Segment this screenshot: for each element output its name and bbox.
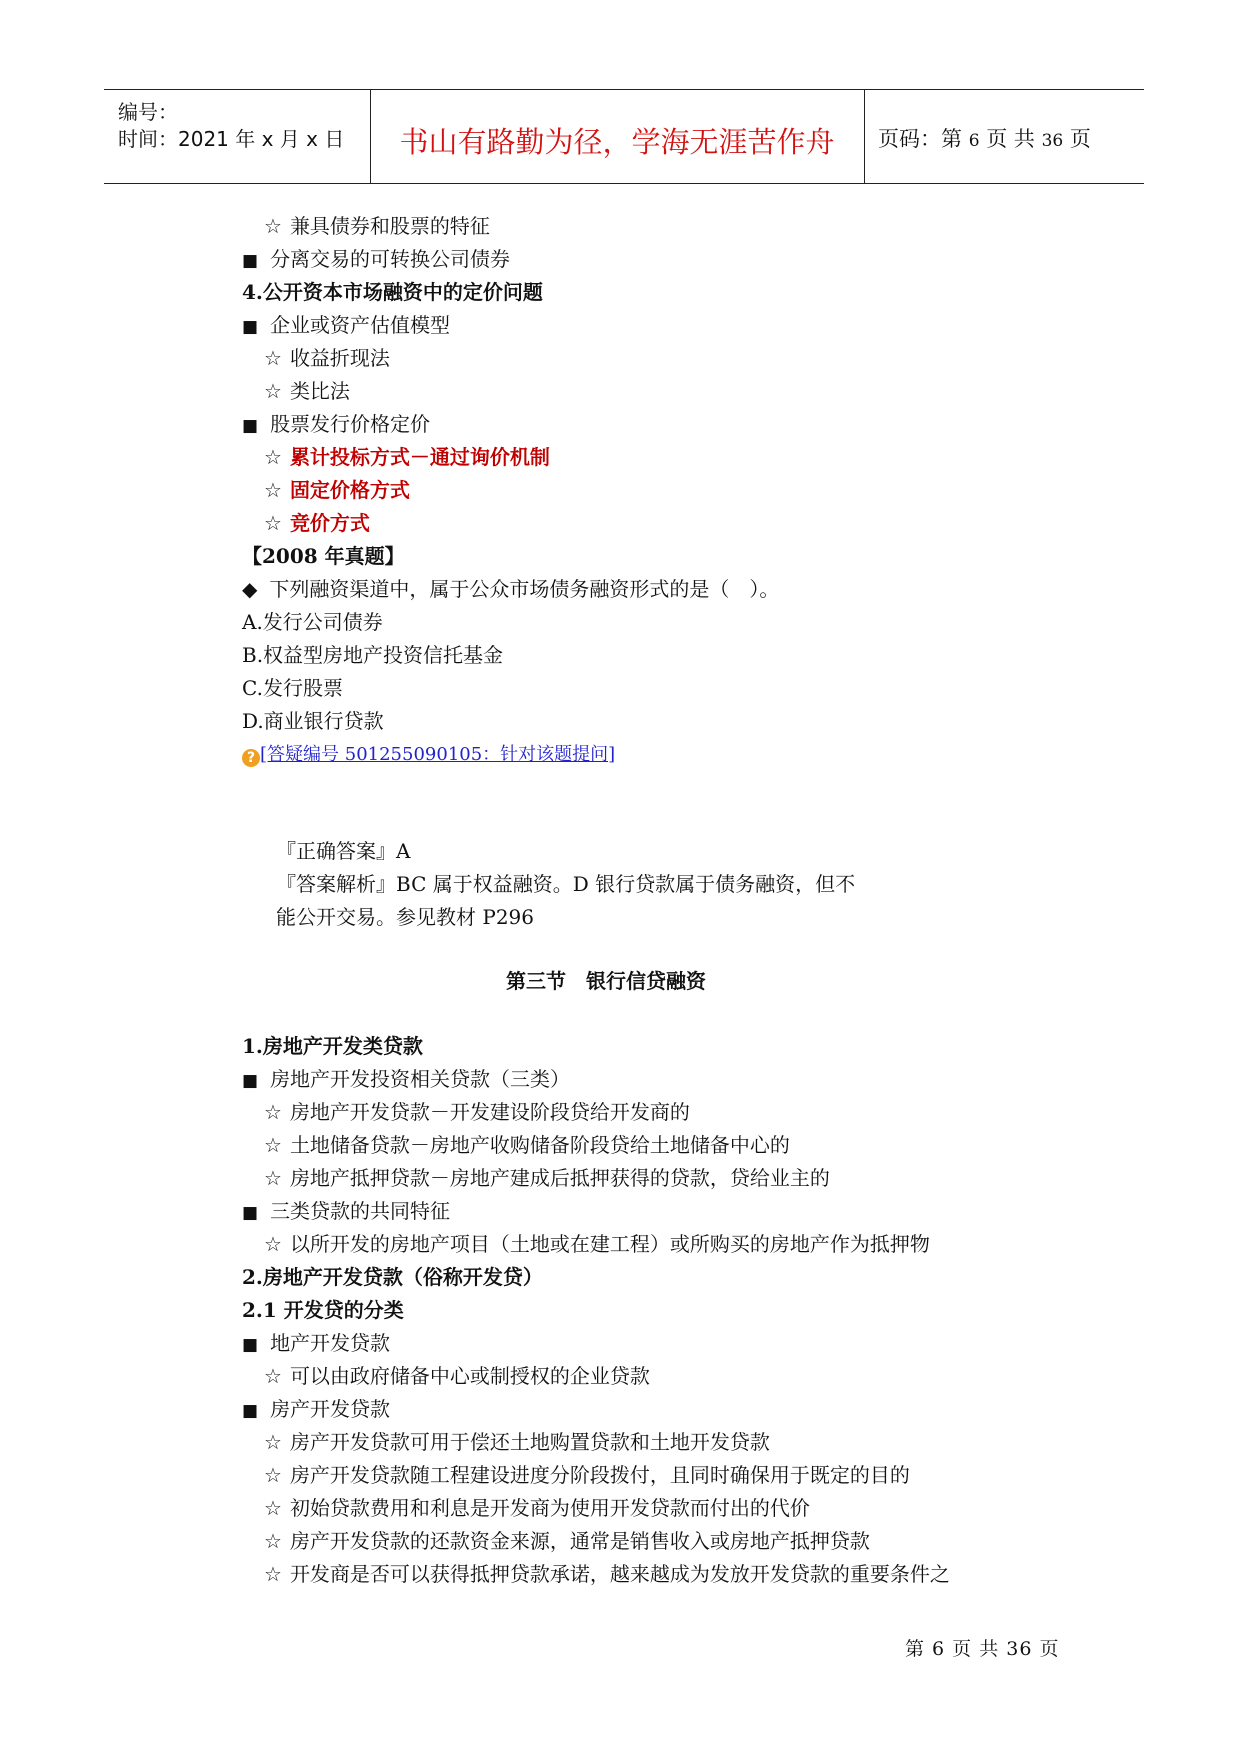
page-footer: 第 6 页 共 36 页 — [905, 1638, 1060, 1660]
star-icon: ☆ — [264, 1463, 282, 1487]
subsection-heading: 2.1 开发贷的分类 — [242, 1298, 404, 1322]
time-label: 时间：2021 年 x 月 x 日 — [118, 127, 345, 151]
list-item — [242, 1067, 570, 1093]
option-d: D.商业银行贷款 — [242, 709, 384, 733]
page-prefix: 页码：第 — [878, 127, 962, 151]
diamond-icon: ◆ — [242, 577, 258, 601]
item-text: 类比法 — [289, 379, 350, 403]
item-text: 可以由政府储备中心或制授权的企业贷款 — [289, 1364, 650, 1388]
bullet-icon: ■ — [242, 1071, 259, 1091]
item-text: 企业或资产估值模型 — [270, 313, 451, 337]
item-text: 股票发行价格定价 — [270, 412, 431, 436]
item-text-highlight: 累计投标方式－通过询价机制 — [289, 445, 550, 469]
question-link[interactable]: [答疑编号 501255090105：针对该题提问] — [260, 744, 616, 765]
question — [242, 577, 779, 601]
list-item — [264, 478, 410, 502]
section-heading: 4.公开资本市场融资中的定价问题 — [242, 280, 543, 304]
star-icon: ☆ — [264, 346, 282, 370]
item-text: 开发商是否可以获得抵押贷款承诺，越来越成为发放开发贷款的重要条件之 — [289, 1562, 950, 1586]
item-text: 收益折现法 — [289, 346, 390, 370]
header-middle-cell — [370, 90, 865, 183]
list-item — [242, 1331, 390, 1357]
list-item — [264, 1364, 650, 1388]
item-text: 房产开发贷款随工程建设进度分阶段拨付，且同时确保用于既定的目的 — [289, 1463, 910, 1487]
bullet-icon: ■ — [242, 1335, 259, 1355]
question-link-row — [242, 741, 615, 767]
page-mid: 页 共 — [986, 127, 1035, 151]
star-icon: ☆ — [264, 214, 282, 238]
star-icon: ☆ — [264, 1496, 282, 1520]
star-icon: ☆ — [264, 1364, 282, 1388]
item-text: 房产开发贷款 — [270, 1397, 391, 1421]
bullet-icon: ■ — [242, 317, 259, 337]
star-icon: ☆ — [264, 1562, 282, 1586]
answer-explanation-cont: 能公开交易。参见教材 P296 — [276, 905, 534, 929]
section-heading: 1.房地产开发类贷款 — [242, 1034, 423, 1058]
item-text: 房地产开发投资相关贷款（三类） — [270, 1067, 571, 1091]
bullet-icon: ■ — [242, 251, 259, 271]
question-icon: ? — [242, 749, 260, 767]
list-item — [264, 214, 490, 238]
list-item — [242, 313, 450, 339]
option-b: B.权益型房地产投资信托基金 — [242, 643, 504, 667]
star-icon: ☆ — [264, 445, 282, 469]
star-icon: ☆ — [264, 1430, 282, 1454]
list-item — [264, 1100, 690, 1124]
bullet-icon: ■ — [242, 416, 259, 436]
star-icon: ☆ — [264, 1529, 282, 1553]
section-heading: 2.房地产开发贷款（俗称开发贷） — [242, 1265, 543, 1289]
number-label: 编号： — [118, 100, 178, 124]
star-icon: ☆ — [264, 379, 282, 403]
page-current: 6 — [968, 131, 980, 151]
star-icon: ☆ — [264, 1232, 282, 1256]
star-icon: ☆ — [264, 511, 282, 535]
item-text: 三类贷款的共同特征 — [270, 1199, 451, 1223]
list-item — [242, 1397, 390, 1423]
page-total: 36 — [1041, 131, 1064, 151]
list-item — [264, 379, 350, 403]
list-item — [264, 445, 550, 469]
list-item — [242, 247, 510, 273]
page-suffix: 页 — [1069, 127, 1091, 151]
page-number-label — [878, 123, 1091, 153]
list-item — [264, 511, 370, 535]
star-icon: ☆ — [264, 1166, 282, 1190]
correct-answer: 『正确答案』A — [276, 839, 411, 863]
list-item — [264, 1496, 810, 1520]
header-left-cell — [104, 90, 371, 183]
list-item — [264, 1430, 770, 1454]
list-item — [264, 1529, 870, 1553]
option-c: C.发行股票 — [242, 676, 343, 700]
item-text: 地产开发贷款 — [270, 1331, 391, 1355]
list-item — [264, 1562, 950, 1586]
item-text: 初始贷款费用和利息是开发商为使用开发贷款而付出的代价 — [289, 1496, 810, 1520]
item-text: 房产开发贷款可用于偿还土地购置贷款和土地开发贷款 — [289, 1430, 770, 1454]
item-text: 土地储备贷款－房地产收购储备阶段贷给土地储备中心的 — [289, 1133, 790, 1157]
item-text: 房地产抵押贷款－房地产建成后抵押获得的贷款，贷给业主的 — [289, 1166, 830, 1190]
item-text-highlight: 固定价格方式 — [289, 478, 410, 502]
motto: 书山有路勤为径，学海无涯苦作舟 — [399, 125, 835, 159]
list-item — [264, 1133, 790, 1157]
list-item — [264, 1463, 910, 1487]
exam-heading: 【2008 年真题】 — [242, 544, 405, 568]
list-item — [242, 412, 430, 438]
header-right-cell — [864, 90, 1144, 183]
page-header — [104, 89, 1144, 184]
item-text: 分离交易的可转换公司债券 — [270, 247, 511, 271]
item-text: 房产开发贷款的还款资金来源，通常是销售收入或房地产抵押贷款 — [289, 1529, 870, 1553]
list-item — [264, 1232, 930, 1256]
star-icon: ☆ — [264, 478, 282, 502]
star-icon: ☆ — [264, 1100, 282, 1124]
list-item — [242, 1199, 450, 1225]
option-a: A.发行公司债券 — [242, 610, 383, 634]
list-item — [264, 346, 390, 370]
bullet-icon: ■ — [242, 1203, 259, 1223]
answer-explanation: 『答案解析』BC 属于权益融资。D 银行贷款属于债务融资，但不 — [276, 872, 856, 896]
section-title: 第三节 银行信贷融资 — [506, 969, 706, 993]
item-text-highlight: 竞价方式 — [289, 511, 370, 535]
question-text: 下列融资渠道中，属于公众市场债务融资形式的是（ ）。 — [269, 577, 780, 601]
list-item — [264, 1166, 830, 1190]
star-icon: ☆ — [264, 1133, 282, 1157]
item-text: 房地产开发贷款－开发建设阶段贷给开发商的 — [289, 1100, 690, 1124]
bullet-icon: ■ — [242, 1401, 259, 1421]
item-text: 以所开发的房地产项目（土地或在建工程）或所购买的房地产作为抵押物 — [289, 1232, 930, 1256]
item-text: 兼具债券和股票的特征 — [289, 214, 490, 238]
